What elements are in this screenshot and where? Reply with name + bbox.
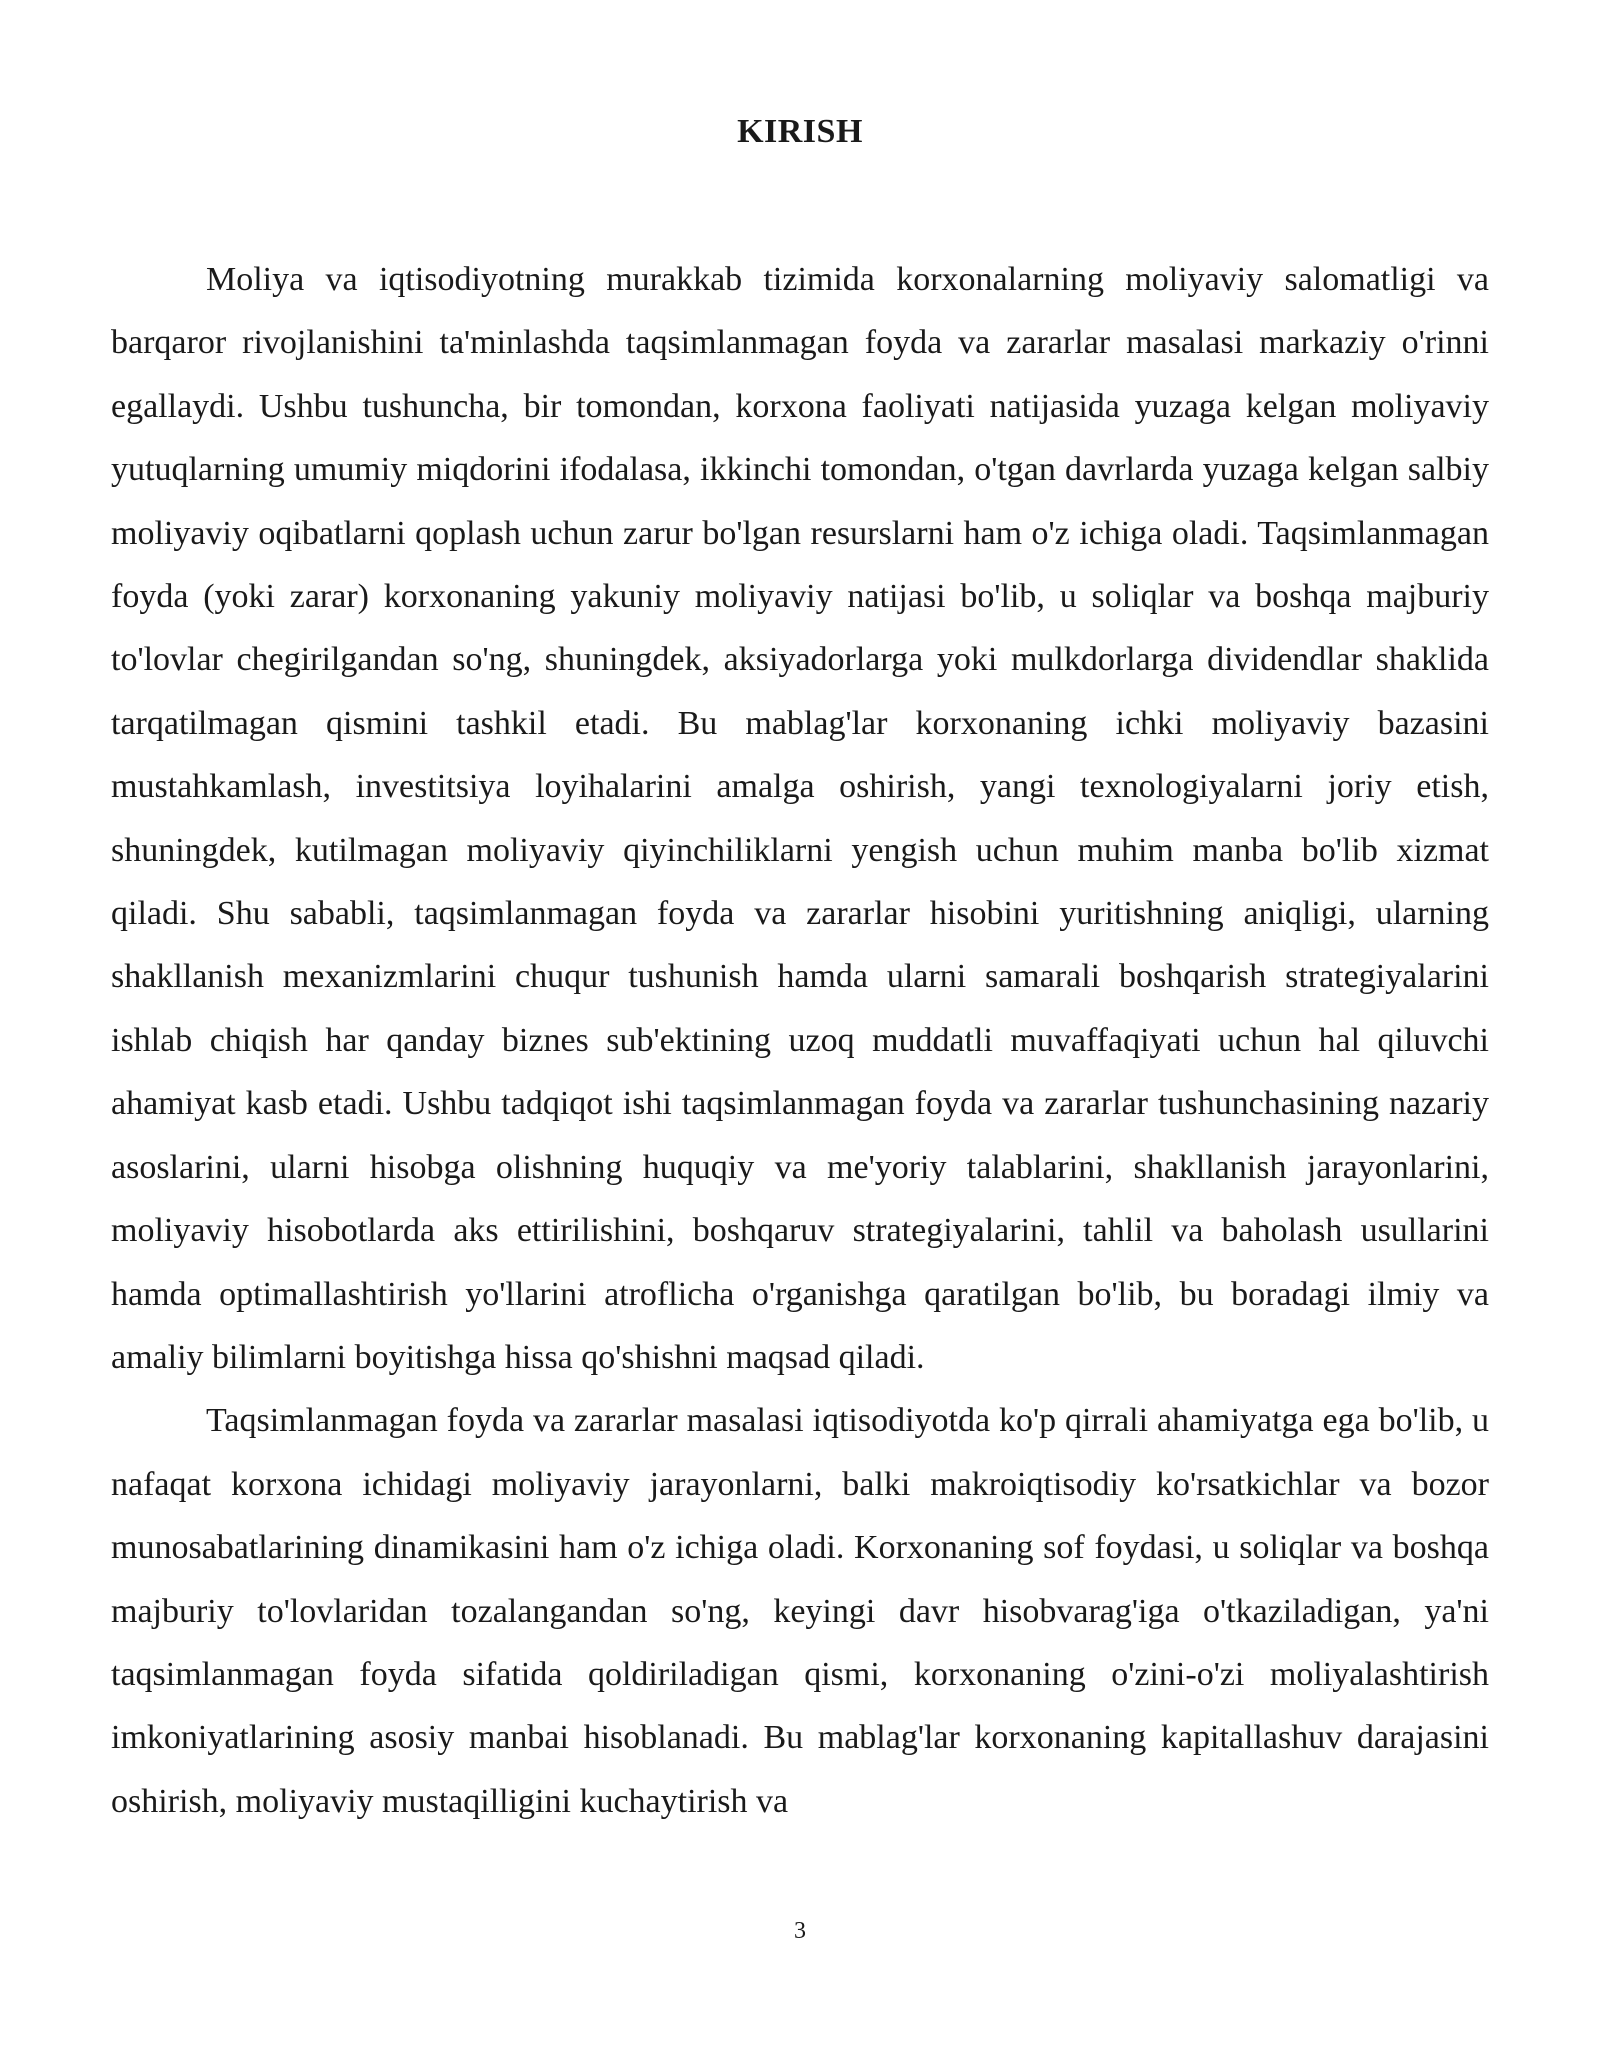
body-text (111, 248, 1489, 1833)
paragraph-2: Taqsimlanmagan foyda va zararlar masalasi iqtisodiyotda ko'p qirrali ahamiyatga ega bo'lib, u nafaqat korxona ichidagi moliyaviy jarayonlarni, balki makroiqtisodiy ko'rsatkichlar va bozor munosabatlarining dinamikasini ham o'z ichiga oladi. Korxonaning sof foydasi, u soliqlar va boshqa majburiy to'lovlaridan tozalangandan so'ng, keyingi davr hisobvarag'iga o'tkaziladigan, ya'ni taqsimlanmagan foyda sifatida qoldiriladigan qismi, korxonaning o'zini-o'zi moliyalashtirish imkoniyatlarining asosiy manbai hisoblanadi. Bu mablag'lar korxonaning kapitallashuv darajasini oshirish, moliyaviy mustaqilligini kuchaytirish va (111, 1402, 1489, 1820)
page-number: 3 (794, 1918, 806, 1944)
page-title: KIRISH (737, 113, 863, 150)
paragraph-1: Moliya va iqtisodiyotning murakkab tizimida korxonalarning moliyaviy salomatligi va barqaror rivojlanishini ta'minlashda taqsimlanmagan foyda va zararlar masalasi markaziy o'rinni egallaydi. Ushbu tushuncha, bir tomondan, korxona faoliyati natijasida yuzaga kelgan moliyaviy yutuqlarning umumiy miqdorini ifodalasa, ikkinchi tomondan, o'tgan davrlarda yuzaga kelgan salbiy moliyaviy oqibatlarni qoplash uchun zarur bo'lgan resurslarni ham o'z ichiga oladi. Taqsimlanmagan foyda (yoki zarar) korxonaning yakuniy moliyaviy natijasi bo'lib, u soliqlar va boshqa majburiy to'lovlar chegirilgandan so'ng, shuningdek, aksiyadorlarga yoki mulkdorlarga dividendlar shaklida tarqatilmagan qismini tashkil etadi. Bu mablag'lar korxonaning ichki moliyaviy bazasini mustahkamlash, investitsiya loyihalarini amalga oshirish, yangi texnologiyalarni joriy etish, shuningdek, kutilmagan moliyaviy qiyinchiliklarni yengish uchun muhim manba bo'lib xizmat qiladi. Shu sababli, taqsimlanmagan foyda va zararlar hisobini yuritishning aniqligi, ularning shakllanish mexanizmlarini chuqur tushunish hamda ularni samarali boshqarish strategiyalarini ishlab chiqish har qanday biznes sub'ektining uzoq muddatli muvaffaqiyati uchun hal qiluvchi ahamiyat kasb etadi. Ushbu tadqiqot ishi taqsimlanmagan foyda va zararlar tushunchasining nazariy asoslarini, ularni hisobga olishning huquqiy va me'yoriy talablarini, shakllanish jarayonlarini, moliyaviy hisobotlarda aks ettirilishini, boshqaruv strategiyalarini, tahlil va baholash usullarini hamda optimallashtirish yo'llarini atroflicha o'rganishga qaratilgan bo'lib, bu boradagi ilmiy va amaliy bilimlarni boyitishga hissa qo'shishni maqsad qiladi. (111, 261, 1489, 1376)
